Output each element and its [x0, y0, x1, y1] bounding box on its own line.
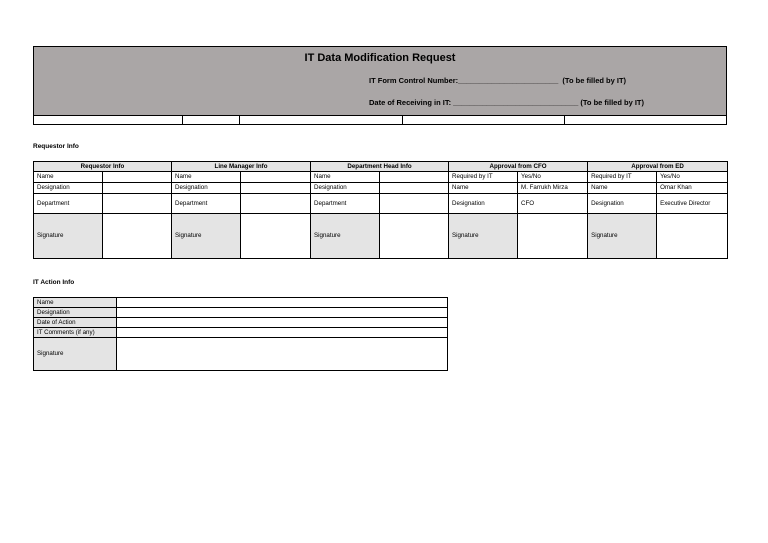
cell-label: Designation: [311, 183, 380, 194]
it-signature-field[interactable]: [117, 338, 448, 371]
department-head-designation-field[interactable]: [380, 183, 449, 194]
cfo-required-field[interactable]: Yes/No: [518, 172, 588, 183]
table-row: [34, 214, 728, 259]
ed-signature-field[interactable]: [657, 214, 728, 259]
cell-label: Designation: [172, 183, 241, 194]
requestor-signature-field[interactable]: [103, 214, 172, 259]
it-action-section-label: IT Action Info: [33, 279, 75, 286]
cell-label: Designation: [34, 183, 103, 194]
requestor-name-field[interactable]: [103, 172, 172, 183]
cell-label: Name: [311, 172, 380, 183]
cfo-name-value: M. Farrukh Mirza: [518, 183, 588, 194]
requestor-section-label: Requestor Info: [33, 143, 79, 150]
strip-divider: [182, 116, 183, 124]
cell-label: Designation: [34, 308, 117, 318]
it-name-field[interactable]: [117, 298, 448, 308]
cell-label: Date of Action: [34, 318, 117, 328]
cell-label: Department: [34, 194, 103, 214]
strip-divider: [402, 116, 403, 124]
line-manager-signature-field[interactable]: [241, 214, 311, 259]
header-strip: [33, 116, 727, 125]
cell-label: IT Comments (if any): [34, 328, 117, 338]
requestor-table: [33, 161, 728, 259]
requestor-department-field[interactable]: [103, 194, 172, 214]
it-action-table: [33, 297, 448, 371]
line-manager-name-field[interactable]: [241, 172, 311, 183]
header-approval-ed: Approval from ED: [588, 162, 728, 172]
header-requestor-info: Requestor Info: [34, 162, 172, 172]
cell-label: Signature: [34, 338, 117, 371]
cell-label: Signature: [588, 214, 657, 259]
strip-divider: [564, 116, 565, 124]
table-row: [34, 194, 728, 214]
department-head-name-field[interactable]: [380, 172, 449, 183]
cell-label: Department: [172, 194, 241, 214]
cell-label: Name: [172, 172, 241, 183]
table-row: [34, 298, 448, 308]
table-row: [34, 172, 728, 183]
department-head-department-field[interactable]: [380, 194, 449, 214]
cell-label: Department: [311, 194, 380, 214]
requestor-designation-field[interactable]: [103, 183, 172, 194]
cell-label: Name: [34, 172, 103, 183]
cfo-signature-field[interactable]: [518, 214, 588, 259]
cell-label: Signature: [449, 214, 518, 259]
line-manager-designation-field[interactable]: [241, 183, 311, 194]
cell-label: Designation: [588, 194, 657, 214]
cell-label: Signature: [311, 214, 380, 259]
department-head-signature-field[interactable]: [380, 214, 449, 259]
cell-label: Required by IT: [449, 172, 518, 183]
cell-label: Name: [588, 183, 657, 194]
strip-divider: [239, 116, 240, 124]
table-row: [34, 318, 448, 328]
ed-required-field[interactable]: Yes/No: [657, 172, 728, 183]
cell-label: Designation: [449, 194, 518, 214]
ed-name-value: Omar Khan: [657, 183, 728, 194]
header-line-manager-info: Line Manager Info: [172, 162, 311, 172]
table-row: [34, 338, 448, 371]
cell-label: Signature: [172, 214, 241, 259]
header-approval-cfo: Approval from CFO: [449, 162, 588, 172]
ed-designation-value: Executive Director: [657, 194, 728, 214]
it-comments-field[interactable]: [117, 328, 448, 338]
cfo-designation-value: CFO: [518, 194, 588, 214]
cell-label: Signature: [34, 214, 103, 259]
table-row: [34, 308, 448, 318]
cell-label: Name: [449, 183, 518, 194]
header-department-head-info: Department Head Info: [311, 162, 449, 172]
table-row: [34, 183, 728, 194]
it-designation-field[interactable]: [117, 308, 448, 318]
table-row: [34, 328, 448, 338]
cell-label: Required by IT: [588, 172, 657, 183]
form-control-number-line: IT Form Control Number:________________________ (To be filled by IT): [369, 76, 627, 85]
form-header: [33, 46, 727, 116]
date-of-receiving-line: Date of Receiving in IT: ______________________________ (To be filled by IT): [369, 98, 645, 107]
line-manager-department-field[interactable]: [241, 194, 311, 214]
it-date-of-action-field[interactable]: [117, 318, 448, 328]
cell-label: Name: [34, 298, 117, 308]
form-title: IT Data Modification Request: [304, 52, 456, 64]
